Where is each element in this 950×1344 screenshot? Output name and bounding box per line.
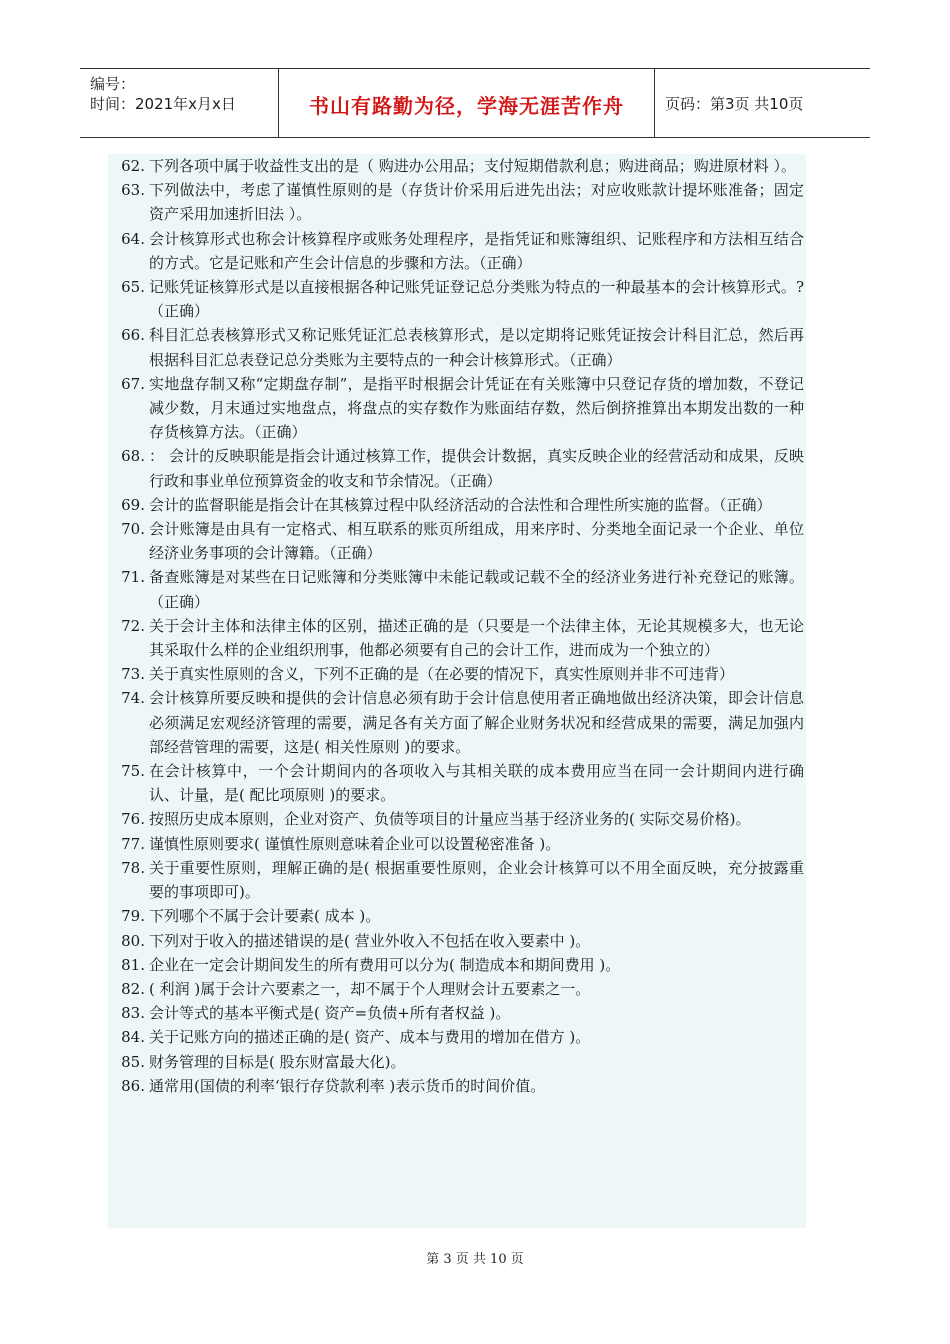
list-item — [108, 904, 806, 928]
item-number: 76. — [121, 810, 145, 829]
item-number: 73. — [121, 665, 145, 684]
page-info: 页码：第3页 共10页 — [665, 95, 804, 113]
list-item — [108, 493, 806, 517]
list-item — [108, 372, 806, 445]
item-number: 78. — [121, 858, 145, 877]
item-number: 63. — [121, 181, 145, 200]
page-footer: 第 3 页 共 10 页 — [426, 1252, 524, 1267]
list-item — [108, 1025, 806, 1049]
header-motto-cell — [279, 69, 655, 137]
item-number: 66. — [121, 326, 145, 345]
list-item — [108, 565, 806, 613]
item-number: 86. — [121, 1076, 145, 1095]
list-item — [108, 227, 806, 275]
item-text: 会计核算形式也称会计核算程序或账务处理程序，是指凭证和账簿组织、记账程序和方法相互结合的方式。它是记账和产生会计信息的步骤和方法。（正确） — [149, 229, 804, 272]
list-item — [108, 444, 806, 492]
list-item — [108, 517, 806, 565]
item-text: ( 利润 )属于会计六要素之一，却不属于个人理财会计五要素之一。 — [149, 979, 591, 998]
item-number: 84. — [121, 1028, 145, 1047]
item-text: 关于真实性原则的含义，下列不正确的是（在必要的情况下，真实性原则并非不可违背） — [149, 665, 735, 684]
item-number: 80. — [121, 931, 145, 950]
item-number: 77. — [121, 834, 145, 853]
item-number: 62. — [121, 157, 145, 175]
item-number: 74. — [121, 689, 145, 708]
list-item — [108, 614, 806, 662]
item-text: 企业在一定会计期间发生的所有费用可以分为( 制造成本和期间费用 )。 — [149, 955, 621, 974]
number-label: 编号： — [90, 75, 136, 93]
item-number: 68. — [121, 447, 145, 466]
list-item — [108, 662, 806, 686]
list-item — [108, 1001, 806, 1025]
item-number: 72. — [121, 616, 145, 635]
item-text: 会计的监督职能是指会计在其核算过程中队经济活动的合法性和合理性所实施的监督。（正确） — [149, 495, 772, 514]
page-header — [80, 68, 870, 138]
question-list — [108, 154, 806, 1228]
item-number: 81. — [121, 955, 145, 974]
list-item — [108, 323, 806, 371]
item-text: ： 会计的反映职能是指会计通过核算工作，提供会计数据，真实反映企业的经营活动和成果，反映行政和事业单位预算资金的收支和节余情况。（正确） — [149, 447, 804, 490]
list-item — [108, 154, 806, 178]
list-item — [108, 977, 806, 1001]
header-meta-cell — [80, 69, 279, 137]
item-text: 谨慎性原则要求( 谨慎性原则意味着企业可以设置秘密准备 )。 — [149, 834, 561, 853]
list-item — [108, 686, 806, 759]
item-text: 会计账簿是由具有一定格式、相互联系的账页所组成，用来序时、分类地全面记录一个企业、单位经济业务事项的会计簿籍。（正确） — [149, 520, 804, 563]
item-number: 83. — [121, 1004, 145, 1023]
list-item — [108, 1074, 806, 1098]
item-text: 下列哪个不属于会计要素( 成本 )。 — [149, 907, 381, 926]
list-item — [108, 856, 806, 904]
item-text: 实地盘存制又称“定期盘存制”，是指平时根据会计凭证在有关账簿中只登记存货的增加数，不登记减少数，月末通过实地盘点，将盘点的实存数作为账面结存数，然后倒挤推算出本期发出数的一种存货核算方法。（正确） — [149, 374, 804, 442]
item-number: 85. — [121, 1052, 145, 1071]
item-number: 69. — [121, 495, 145, 514]
list-item — [108, 832, 806, 856]
item-text: 关于记账方向的描述正确的是( 资产、成本与费用的增加在借方 )。 — [149, 1028, 591, 1047]
item-number: 79. — [121, 907, 145, 926]
list-item — [108, 1050, 806, 1074]
item-text: 通常用(国债的利率‘银行存贷款利率 )表示货币的时间价值。 — [149, 1076, 546, 1095]
item-text: 财务管理的目标是( 股东财富最大化)。 — [149, 1052, 406, 1071]
item-text: 关于会计主体和法律主体的区别，描述正确的是（只要是一个法律主体，无论其规模多大，也无论其采取什么样的企业组织刑事，他都必须要有自己的会计工作，进而成为一个独立的） — [149, 616, 804, 660]
item-text: 科目汇总表核算形式又称记账凭证汇总表核算形式，是以定期将记账凭证按会计科目汇总，然后再根据科目汇总表登记总分类账为主要特点的一种会计核算形式。（正确） — [149, 326, 804, 369]
item-text: 下列对于收入的描述错误的是( 营业外收入不包括在收入要素中 )。 — [149, 931, 591, 950]
item-text: 记账凭证核算形式是以直接根据各种记账凭证登记总分类账为特点的一种最基本的会计核算形式。?（正确） — [149, 278, 804, 321]
item-text: 在会计核算中，一个会计期间内的各项收入与其相关联的成本费用应当在同一会计期间内进行确认、计量，是( 配比项原则 )的要求。 — [149, 762, 804, 805]
date-label: 时间：2021年x月x日 — [90, 95, 236, 113]
item-number: 75. — [121, 762, 145, 781]
list-item — [108, 929, 806, 953]
item-number: 64. — [121, 229, 145, 248]
item-number: 82. — [121, 979, 145, 998]
item-number: 71. — [121, 568, 145, 587]
item-text: 关于重要性原则，理解正确的是( 根据重要性原则，企业会计核算可以不用全面反映，充分披露重要的事项即可)。 — [149, 858, 804, 902]
item-text: 下列各项中属于收益性支出的是（ 购进办公用品；支付短期借款利息；购进商品；购进原材料 ）。 — [149, 157, 797, 175]
list-item — [108, 807, 806, 831]
motto-text: 书山有路勤为径，学海无涯苦作舟 — [309, 94, 624, 118]
item-number: 65. — [121, 278, 145, 297]
item-number: 70. — [121, 520, 145, 539]
list-item — [108, 178, 806, 226]
item-text: 会计等式的基本平衡式是( 资产=负债+所有者权益 )。 — [149, 1004, 511, 1023]
list-item — [108, 759, 806, 807]
item-number: 67. — [121, 374, 145, 393]
list-item — [108, 275, 806, 323]
item-text: 按照历史成本原则，企业对资产、负债等项目的计量应当基于经济业务的( 实际交易价格)。 — [149, 810, 751, 829]
item-text: 会计核算所要反映和提供的会计信息必须有助于会计信息使用者正确地做出经济决策，即会计信息必须满足宏观经济管理的需要，满足各有关方面了解企业财务状况和经营成果的需要，满足加强内部经营管理的需要，这是( 相关性原则 )的要求。 — [149, 689, 804, 756]
item-text: 备查账簿是对某些在日记账簿和分类账簿中未能记载或记载不全的经济业务进行补充登记的账簿。（正确） — [149, 568, 804, 611]
list-item — [108, 953, 806, 977]
item-text: 下列做法中，考虑了谨慎性原则的是（存货计价采用后进先出法；对应收账款计提坏账准备；固定资产采用加速折旧法 ）。 — [149, 181, 804, 224]
